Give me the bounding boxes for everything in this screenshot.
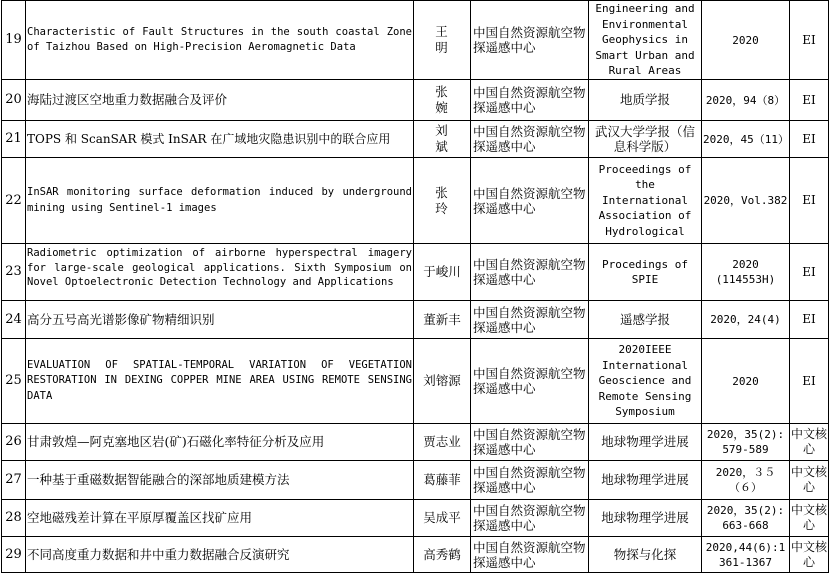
author: 贾志业 (414, 424, 471, 461)
institution: 中国自然资源航空物探遥感中心 (471, 500, 589, 537)
row-number: 29 (2, 537, 26, 573)
index-type: EI (790, 1, 829, 80)
table-row (2, 301, 829, 339)
institution: 中国自然资源航空物探遥感中心 (471, 158, 589, 244)
year-volume: 2020 (702, 339, 790, 424)
table-row (2, 1, 829, 80)
author: 王 明 (414, 1, 471, 80)
institution: 中国自然资源航空物探遥感中心 (471, 80, 589, 121)
table-row (2, 461, 829, 500)
institution: 中国自然资源航空物探遥感中心 (471, 121, 589, 158)
table-row (2, 424, 829, 461)
row-number: 25 (2, 339, 26, 424)
index-type: EI (790, 158, 829, 244)
author: 吴成平 (414, 500, 471, 537)
paper-title: TOPS 和 ScanSAR 模式 InSAR 在广域地灾隐患识别中的联合应用 (26, 121, 414, 158)
journal: 地球物理学进展 (589, 500, 702, 537)
institution: 中国自然资源航空物探遥感中心 (471, 461, 589, 500)
index-type: 中文核心 (790, 461, 829, 500)
paper-title: 高分五号高光谱影像矿物精细识别 (26, 301, 414, 339)
paper-title: 一种基于重磁数据智能融合的深部地质建模方法 (26, 461, 414, 500)
row-number: 23 (2, 244, 26, 301)
table-row (2, 244, 829, 301)
author: 于峻川 (414, 244, 471, 301)
paper-title: Radiometric optimization of airborne hyperspectral imagery for large-scale geological applications. Sixth Symposium on Novel Optoelectronic Detection Technology and Applications (27, 247, 412, 288)
year-volume: 2020，45（11） (702, 121, 790, 158)
paper-title: InSAR monitoring surface deformation induced by underground mining using Sentinel-1 images (26, 158, 414, 244)
year-volume: 2020，94（8） (702, 80, 790, 121)
institution: 中国自然资源航空物探遥感中心 (471, 537, 589, 573)
journal: Engineering and Environmental Geophysics in Smart Urban and Rural Areas (589, 1, 702, 80)
journal: 武汉大学学报（信息科学版） (589, 121, 702, 158)
row-number: 28 (2, 500, 26, 537)
index-type: 中文核心 (790, 537, 829, 573)
row-number: 26 (2, 424, 26, 461)
journal: 地球物理学进展 (589, 424, 702, 461)
journal: Procedings of SPIE (589, 244, 702, 301)
journal: Proceedings of the International Association of Hydrological (589, 158, 702, 244)
year-volume: 2020，Vol.382 (702, 158, 790, 244)
author: 董新丰 (414, 301, 471, 339)
row-number: 22 (2, 158, 26, 244)
table-row (2, 500, 829, 537)
year-volume: 2020，３５（６） (702, 461, 790, 500)
paper-title: EVALUATION OF SPATIAL-TEMPORAL VARIATION OF VEGETATION RESTORATION IN DEXING COPPER MINE AREA USING REMOTE SENSING DATA (26, 339, 414, 424)
row-number: 20 (2, 80, 26, 121)
institution: 中国自然资源航空物探遥感中心 (471, 244, 589, 301)
row-number: 27 (2, 461, 26, 500)
table-row (2, 339, 829, 424)
index-type: EI (790, 80, 829, 121)
row-number: 21 (2, 121, 26, 158)
year-volume: 2020，35(2): 579-589 (702, 424, 790, 461)
index-type: EI (790, 301, 829, 339)
institution: 中国自然资源航空物探遥感中心 (471, 339, 589, 424)
author: 刘 斌 (414, 121, 471, 158)
author: 张 婉 (414, 80, 471, 121)
institution: 中国自然资源航空物探遥感中心 (471, 424, 589, 461)
year-volume: 2020 (702, 1, 790, 80)
table-row (2, 158, 829, 244)
year-volume: 2020，24(4) (702, 301, 790, 339)
journal: 地质学报 (589, 80, 702, 121)
row-number: 24 (2, 301, 26, 339)
journal: 物探与化探 (589, 537, 702, 573)
institution: 中国自然资源航空物探遥感中心 (471, 301, 589, 339)
row-number: 19 (2, 1, 26, 80)
index-type: 中文核心 (790, 500, 829, 537)
publication-table (1, 0, 829, 573)
author: 高秀鹤 (414, 537, 471, 573)
paper-title: 空地磁残差计算在平原厚覆盖区找矿应用 (26, 500, 414, 537)
journal: 遥感学报 (589, 301, 702, 339)
index-type: EI (790, 339, 829, 424)
institution: 中国自然资源航空物探遥感中心 (471, 1, 589, 80)
author: 葛藤菲 (414, 461, 471, 500)
paper-title: Characteristic of Fault Structures in the south coastal Zone of Taizhou Based on High-Precision Aeromagnetic Data (26, 1, 414, 80)
year-volume: 2020，35(2): 663-668 (702, 500, 790, 537)
table-row (2, 121, 829, 158)
index-type: EI (790, 244, 829, 301)
journal: 地球物理学进展 (589, 461, 702, 500)
year-volume: 2020,44(6):1361-1367 (702, 537, 790, 573)
paper-title: 甘肃敦煌—阿克塞地区岩(矿)石磁化率特征分析及应用 (26, 424, 414, 461)
paper-title: 不同高度重力数据和井中重力数据融合反演研究 (26, 537, 414, 573)
index-type: EI (790, 121, 829, 158)
author: 张 玲 (414, 158, 471, 244)
author: 刘镕源 (414, 339, 471, 424)
paper-title: 海陆过渡区空地重力数据融合及评价 (26, 80, 414, 121)
index-type: 中文核心 (790, 424, 829, 461)
year-volume: 2020 (114553H) (702, 244, 790, 301)
table-row (2, 80, 829, 121)
table-row (2, 537, 829, 573)
journal: 2020IEEE International Geoscience and Remote Sensing Symposium (589, 339, 702, 424)
